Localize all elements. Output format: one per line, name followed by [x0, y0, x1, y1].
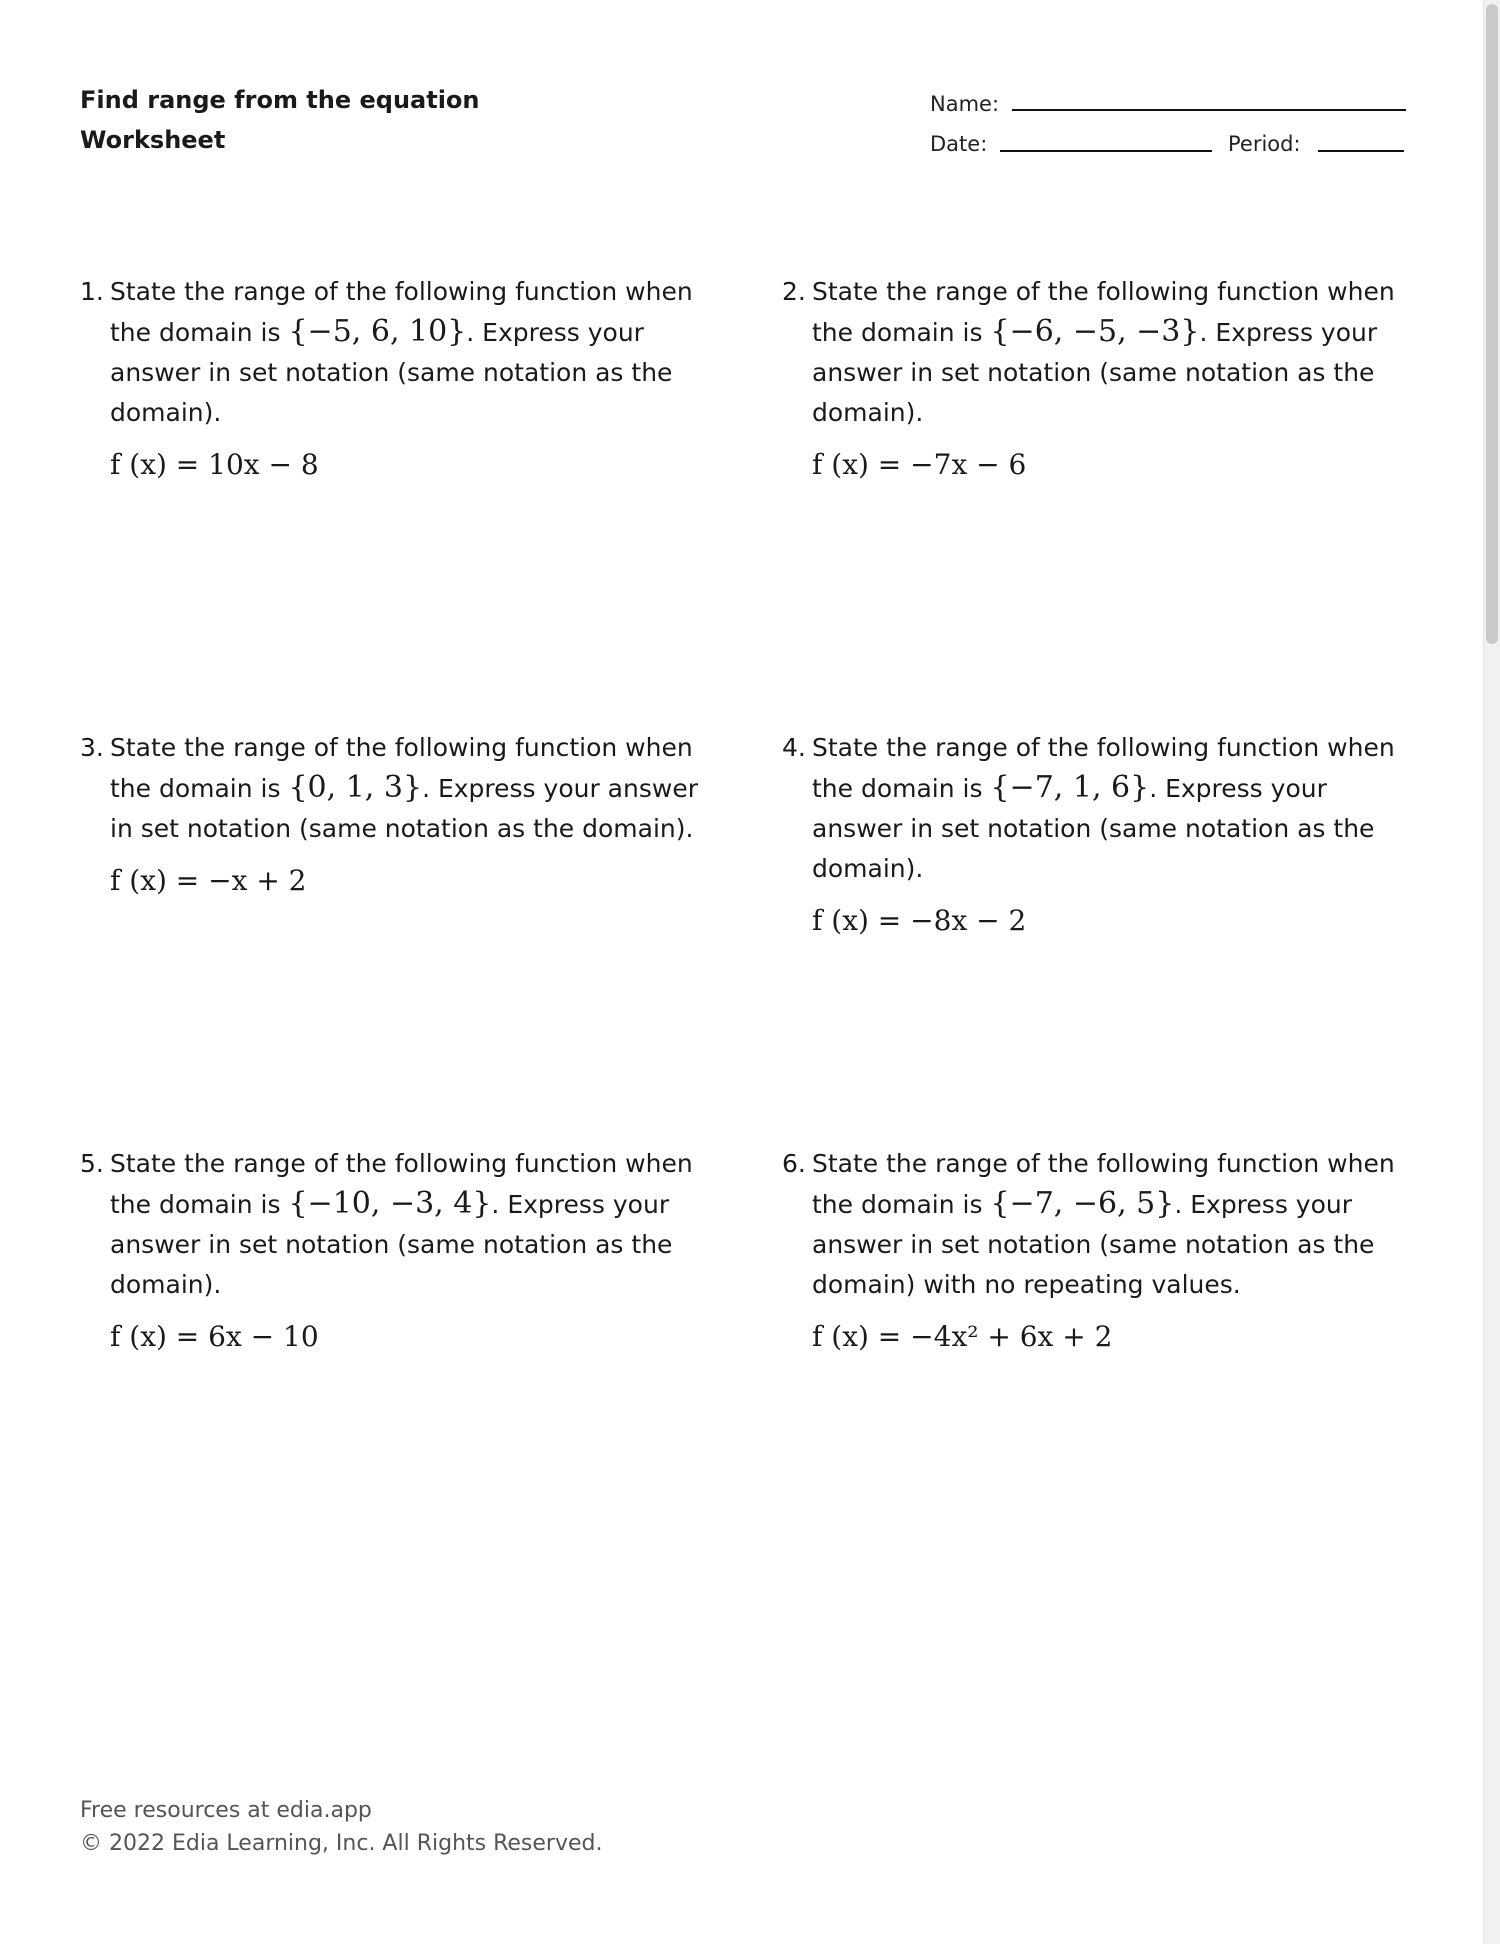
problem-question — [80, 1144, 700, 1305]
domain-set: {0, 1, 3} — [288, 770, 423, 805]
problem-number: 4. — [782, 733, 806, 762]
problem-text-end: . Express your answer in set notation (same notation as the domain). — [110, 774, 698, 843]
scrollbar-thumb[interactable] — [1486, 4, 1498, 644]
function-equation: f (x) = 6x − 10 — [110, 1320, 319, 1353]
function-equation: f (x) = 10x − 8 — [110, 448, 319, 481]
problem-text: State the range of the following function when the domain is — [812, 277, 1395, 347]
title-line-1: Find range from the equation — [80, 86, 480, 114]
problem-3 — [80, 728, 700, 901]
date-line — [1000, 150, 1212, 152]
domain-set: {−7, −6, 5} — [990, 1186, 1175, 1221]
period-label: Period: — [1228, 132, 1301, 156]
problem-1 — [80, 272, 700, 485]
problem-number: 1. — [80, 277, 104, 306]
name-label: Name: — [930, 92, 1000, 116]
worksheet-title — [80, 80, 480, 160]
period-line — [1318, 150, 1404, 152]
function-equation: f (x) = −8x − 2 — [812, 904, 1027, 937]
problem-5 — [80, 1144, 700, 1357]
domain-set: {−7, 1, 6} — [990, 770, 1150, 805]
function-equation: f (x) = −x + 2 — [110, 864, 307, 897]
problem-text-end: . Express your answer in set notation (same notation as the domain). — [110, 318, 673, 427]
problem-text-end: . Express your answer in set notation (same notation as the domain). — [110, 1190, 673, 1299]
problem-4 — [782, 728, 1402, 941]
problem-question — [80, 728, 700, 849]
page-footer — [80, 1794, 602, 1860]
domain-set: {−6, −5, −3} — [990, 314, 1200, 349]
domain-set: {−10, −3, 4} — [288, 1186, 492, 1221]
problem-text: State the range of the following function when the domain is — [110, 1149, 693, 1219]
problem-text-end: . Express your answer in set notation (same notation as the domain) with no repeating values. — [812, 1190, 1375, 1299]
footer-copyright: © 2022 Edia Learning, Inc. All Rights Reserved. — [80, 1831, 603, 1856]
date-label: Date: — [930, 132, 988, 156]
problem-6 — [782, 1144, 1410, 1357]
problem-text-end: . Express your answer in set notation (same notation as the domain). — [812, 774, 1375, 883]
function-equation: f (x) = −7x − 6 — [812, 448, 1027, 481]
footer-resources: Free resources at edia.app — [80, 1798, 372, 1823]
function-equation: f (x) = −4x² + 6x + 2 — [812, 1320, 1113, 1353]
vertical-scrollbar[interactable] — [1483, 0, 1500, 1944]
problem-text: State the range of the following function when the domain is — [812, 733, 1395, 803]
problem-question — [782, 728, 1402, 889]
name-line — [1012, 109, 1406, 111]
problem-text: State the range of the following function when the domain is — [110, 733, 693, 803]
problem-2 — [782, 272, 1402, 485]
problem-number: 6. — [782, 1149, 806, 1178]
problem-text-end: . Express your answer in set notation (same notation as the domain). — [812, 318, 1378, 427]
problem-number: 3. — [80, 733, 104, 762]
problem-question — [80, 272, 700, 433]
problem-question — [782, 1144, 1410, 1305]
problem-number: 2. — [782, 277, 806, 306]
problem-text: State the range of the following function when the domain is — [110, 277, 693, 347]
title-line-2: Worksheet — [80, 126, 226, 154]
problem-number: 5. — [80, 1149, 104, 1178]
problem-text: State the range of the following function when the domain is — [812, 1149, 1395, 1219]
problem-question — [782, 272, 1402, 433]
domain-set: {−5, 6, 10} — [288, 314, 467, 349]
